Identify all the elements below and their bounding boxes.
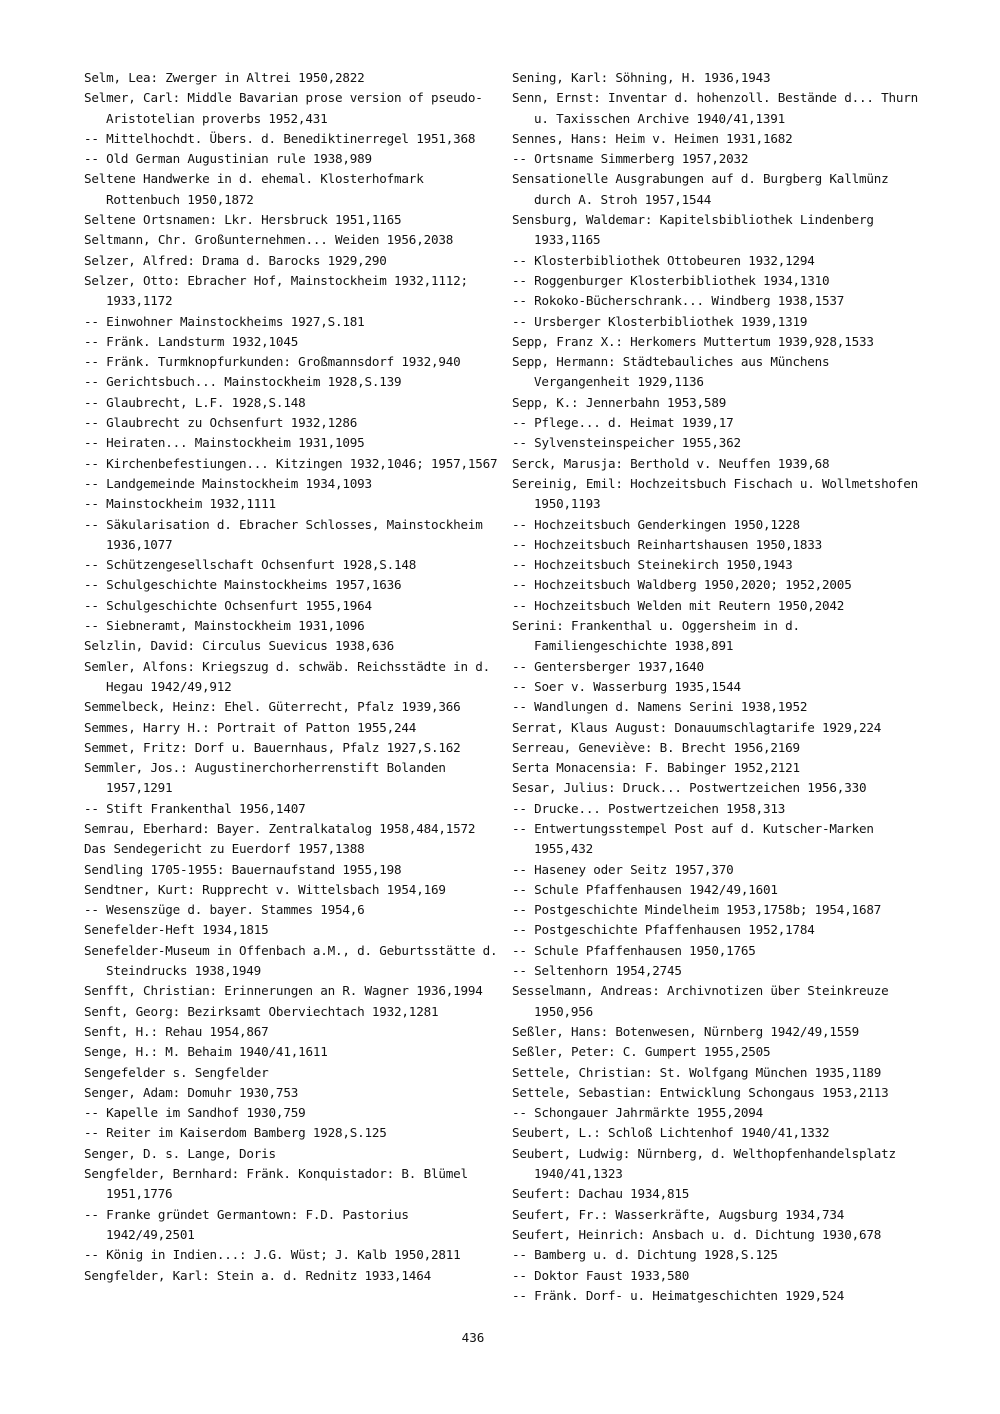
index-entry: Semmler, Jos.: Augustinerchorherrenstift Bolanden 1957,1291 xyxy=(84,760,446,796)
index-entry: -- Fränk. Dorf- u. Heimatgeschichten 1929,524 xyxy=(512,1287,845,1303)
index-entry: Seltene Handwerke in d. ehemal. Klosterhofmark Rottenbuch 1950,1872 xyxy=(84,171,424,207)
index-entry: -- Reiter im Kaiserdom Bamberg 1928,S.125 xyxy=(84,1125,387,1141)
index-entry: -- Hochzeitsbuch Welden mit Reutern 1950,2042 xyxy=(512,597,845,613)
index-entry: Seufert, Fr.: Wasserkräfte, Augsburg 1934,734 xyxy=(512,1206,845,1222)
index-entry: -- Entwertungsstempel Post auf d. Kutscher-Marken 1955,432 xyxy=(512,820,874,857)
index-entry: -- Fränk. Turmknopfurkunden: Großmannsdorf 1932,940 xyxy=(84,354,461,370)
index-entry: -- Hochzeitsbuch Reinhartshausen 1950,1833 xyxy=(512,536,823,552)
index-entry: -- Drucke... Postwertzeichen 1958,313 xyxy=(512,800,786,816)
index-entry: -- Schongauer Jahrmärkte 1955,2094 xyxy=(512,1105,763,1121)
page-number: 436 xyxy=(461,1330,485,1345)
index-entry: Seufert: Dachau 1934,815 xyxy=(512,1186,690,1202)
index-entry: Seßler, Peter: C. Gumpert 1955,2505 xyxy=(512,1044,771,1060)
index-entry: Sereinig, Emil: Hochzeitsbuch Fischach u. Wollmetshofen 1950,1193 xyxy=(512,475,919,512)
index-entry: Sepp, K.: Jennerbahn 1953,589 xyxy=(512,394,727,410)
index-entry: Semmes, Harry H.: Portrait of Patton 1955,244 xyxy=(84,719,417,735)
index-entry: Selzer, Otto: Ebracher Hof, Mainstockheim 1932,1112; 1933,1172 xyxy=(84,272,468,309)
index-entry: -- Hochzeitsbuch Waldberg 1950,2020; 1952,2005 xyxy=(512,577,852,593)
index-entry: -- Wandlungen d. Namens Serini 1938,1952 xyxy=(512,699,808,715)
index-entry: -- Postgeschichte Pfaffenhausen 1952,1784 xyxy=(512,922,815,938)
index-entry: Sengefelder s. Sengfelder xyxy=(84,1064,269,1080)
index-entry: -- Heiraten... Mainstockheim 1931,1095 xyxy=(84,435,365,451)
index-entry: -- Ursberger Klosterbibliothek 1939,1319 xyxy=(512,313,808,329)
index-entry: Semrau, Eberhard: Bayer. Zentralkatalog 1958,484,1572 xyxy=(84,820,476,836)
index-entry: -- Gerichtsbuch... Mainstockheim 1928,S.139 xyxy=(84,374,402,390)
index-entry: -- Bamberg u. d. Dichtung 1928,S.125 xyxy=(512,1247,778,1263)
index-entry: Serck, Marusja: Berthold v. Neuffen 1939,68 xyxy=(512,455,830,471)
index-entry: Senger, D. s. Lange, Doris xyxy=(84,1145,276,1161)
index-entry: Serrat, Klaus August: Donauumschlagtarife 1929,224 xyxy=(512,719,882,735)
index-entry: Serreau, Geneviève: B. Brecht 1956,2169 xyxy=(512,739,800,755)
index-entry: -- Glaubrecht, L.F. 1928,S.148 xyxy=(84,394,306,410)
index-entry: Senge, H.: M. Behaim 1940/41,1611 xyxy=(84,1044,328,1060)
index-entry: -- Seltenhorn 1954,2745 xyxy=(512,963,682,979)
index-column-right xyxy=(512,68,922,1306)
index-entry: Seubert, L.: Schloß Lichtenhof 1940/41,1332 xyxy=(512,1125,830,1141)
index-entry: Sening, Karl: Söhning, H. 1936,1943 xyxy=(512,70,771,85)
index-entry: Sensburg, Waldemar: Kapitelsbibliothek Lindenberg 1933,1165 xyxy=(512,212,874,248)
index-entry: -- Mittelhochdt. Übers. d. Benediktinerregel 1951,368 xyxy=(84,130,476,146)
index-entry: Seubert, Ludwig: Nürnberg, d. Welthopfenhandelsplatz 1940/41,1323 xyxy=(512,1145,896,1182)
index-entry: -- Postgeschichte Mindelheim 1953,1758b; 1954,1687 xyxy=(512,902,882,918)
index-entry: Senefelder-Museum in Offenbach a.M., d. Geburtsstätte d. Steindrucks 1938,1949 xyxy=(84,942,498,979)
index-entry: -- Mainstockheim 1932,1111 xyxy=(84,496,276,512)
index-entry: Sendtner, Kurt: Rupprecht v. Wittelsbach 1954,169 xyxy=(84,881,446,897)
index-entry: -- Pflege... d. Heimat 1939,17 xyxy=(512,415,734,431)
index-entry: -- Säkularisation d. Ebracher Schlosses, Mainstockheim 1936,1077 xyxy=(84,516,483,552)
index-entry: -- Hochzeitsbuch Genderkingen 1950,1228 xyxy=(512,516,800,532)
index-entry: -- Einwohner Mainstockheims 1927,S.181 xyxy=(84,313,365,329)
index-entry: -- Old German Augustinian rule 1938,989 xyxy=(84,151,372,167)
index-entry: Senefelder-Heft 1934,1815 xyxy=(84,922,269,938)
index-entry: Sendling 1705-1955: Bauernaufstand 1955,198 xyxy=(84,861,402,877)
index-entry: -- Roggenburger Klosterbibliothek 1934,1310 xyxy=(512,272,830,288)
index-entry: Sengfelder, Bernhard: Fränk. Konquistador: B. Blümel 1951,1776 xyxy=(84,1166,468,1202)
index-entry: -- Franke gründet Germantown: F.D. Pastorius 1942/49,2501 xyxy=(84,1206,409,1242)
index-entry: -- Wesenszüge d. bayer. Stammes 1954,6 xyxy=(84,902,365,918)
index-entry: Seufert, Heinrich: Ansbach u. d. Dichtung 1930,678 xyxy=(512,1226,882,1242)
index-entry: Serta Monacensia: F. Babinger 1952,2121 xyxy=(512,760,800,776)
index-entry: -- Doktor Faust 1933,580 xyxy=(512,1267,690,1283)
index-entry: Semler, Alfons: Kriegszug d. schwäb. Reichsstädte in d. Hegau 1942/49,912 xyxy=(84,658,491,694)
index-entry: -- Glaubrecht zu Ochsenfurt 1932,1286 xyxy=(84,415,358,431)
index-entry: Sennes, Hans: Heim v. Heimen 1931,1682 xyxy=(512,130,793,146)
index-entry: Senfft, Christian: Erinnerungen an R. Wagner 1936,1994 xyxy=(84,983,483,999)
index-entry: -- Landgemeinde Mainstockheim 1934,1093 xyxy=(84,475,372,491)
index-entry: Seltene Ortsnamen: Lkr. Hersbruck 1951,1165 xyxy=(84,212,402,228)
index-entry: Sepp, Franz X.: Herkomers Muttertum 1939,928,1533 xyxy=(512,333,874,349)
index-entry: -- König in Indien...: J.G. Wüst; J. Kalb 1950,2811 xyxy=(84,1247,461,1263)
index-entry: Senft, H.: Rehau 1954,867 xyxy=(84,1023,269,1039)
index-entry: Serini: Frankenthal u. Oggersheim in d. Familiengeschichte 1938,891 xyxy=(512,618,800,654)
index-entry: Settele, Christian: St. Wolfgang München 1935,1189 xyxy=(512,1064,882,1080)
index-entry: -- Kirchenbefestiungen... Kitzingen 1932,1046; 1957,1567 xyxy=(84,455,498,471)
index-entry: Senn, Ernst: Inventar d. hohenzoll. Bestände d... Thurn u. Taxisschen Archive 1940/41,1391 xyxy=(512,90,919,126)
index-entry: -- Hochzeitsbuch Steinekirch 1950,1943 xyxy=(512,557,793,573)
index-entry: -- Sylvensteinspeicher 1955,362 xyxy=(512,435,741,451)
index-entry: -- Schulgeschichte Mainstockheims 1957,1636 xyxy=(84,577,402,593)
index-entry: Sensationelle Ausgrabungen auf d. Burgberg Kallmünz durch A. Stroh 1957,1544 xyxy=(512,171,889,207)
index-entry: Semmet, Fritz: Dorf u. Bauernhaus, Pfalz 1927,S.162 xyxy=(84,739,461,755)
index-entry: -- Haseney oder Seitz 1957,370 xyxy=(512,861,734,877)
index-entry: -- Ortsname Simmerberg 1957,2032 xyxy=(512,151,749,167)
index-entry: Senger, Adam: Domuhr 1930,753 xyxy=(84,1084,299,1100)
index-entry: -- Kapelle im Sandhof 1930,759 xyxy=(84,1105,306,1121)
index-entry: Selzer, Alfred: Drama d. Barocks 1929,290 xyxy=(84,252,387,268)
index-entry: Selm, Lea: Zwerger in Altrei 1950,2822 xyxy=(84,70,365,85)
index-entry: Settele, Sebastian: Entwicklung Schongaus 1953,2113 xyxy=(512,1084,889,1100)
index-entry: -- Fränk. Landsturm 1932,1045 xyxy=(84,333,299,349)
index-entry: Sesar, Julius: Druck... Postwertzeichen 1956,330 xyxy=(512,780,867,796)
index-entry: -- Soer v. Wasserburg 1935,1544 xyxy=(512,678,741,694)
index-entry: Seltmann, Chr. Großunternehmen... Weiden 1956,2038 xyxy=(84,232,454,248)
index-entry: Das Sendegericht zu Euerdorf 1957,1388 xyxy=(84,841,365,857)
index-entry: -- Stift Frankenthal 1956,1407 xyxy=(84,800,306,816)
index-entry: -- Klosterbibliothek Ottobeuren 1932,1294 xyxy=(512,252,815,268)
index-entry: -- Schulgeschichte Ochsenfurt 1955,1964 xyxy=(84,597,372,613)
index-entry: -- Rokoko-Bücherschrank... Windberg 1938,1537 xyxy=(512,293,845,309)
index-column-left xyxy=(84,68,500,1286)
index-entry: Semmelbeck, Heinz: Ehel. Güterrecht, Pfalz 1939,366 xyxy=(84,699,461,715)
index-entry: Selmer, Carl: Middle Bavarian prose version of pseudo-Aristotelian proverbs 1952,431 xyxy=(84,90,483,126)
index-entry: Senft, Georg: Bezirksamt Oberviechtach 1932,1281 xyxy=(84,1003,439,1019)
index-entry: Selzlin, David: Circulus Suevicus 1938,636 xyxy=(84,638,395,654)
index-entry: Sesselmann, Andreas: Archivnotizen über Steinkreuze 1950,956 xyxy=(512,983,889,1019)
index-entry: Seßler, Hans: Botenwesen, Nürnberg 1942/49,1559 xyxy=(512,1023,859,1039)
index-entry: Sepp, Hermann: Städtebauliches aus Münchens Vergangenheit 1929,1136 xyxy=(512,354,830,390)
index-entry: -- Schützengesellschaft Ochsenfurt 1928,S.148 xyxy=(84,557,417,573)
index-entry: -- Gentersberger 1937,1640 xyxy=(512,658,704,674)
index-entry: -- Siebneramt, Mainstockheim 1931,1096 xyxy=(84,618,365,634)
index-entry: -- Schule Pfaffenhausen 1942/49,1601 xyxy=(512,881,778,897)
index-entry: -- Schule Pfaffenhausen 1950,1765 xyxy=(512,942,756,958)
index-entry: Sengfelder, Karl: Stein a. d. Rednitz 1933,1464 xyxy=(84,1267,431,1283)
